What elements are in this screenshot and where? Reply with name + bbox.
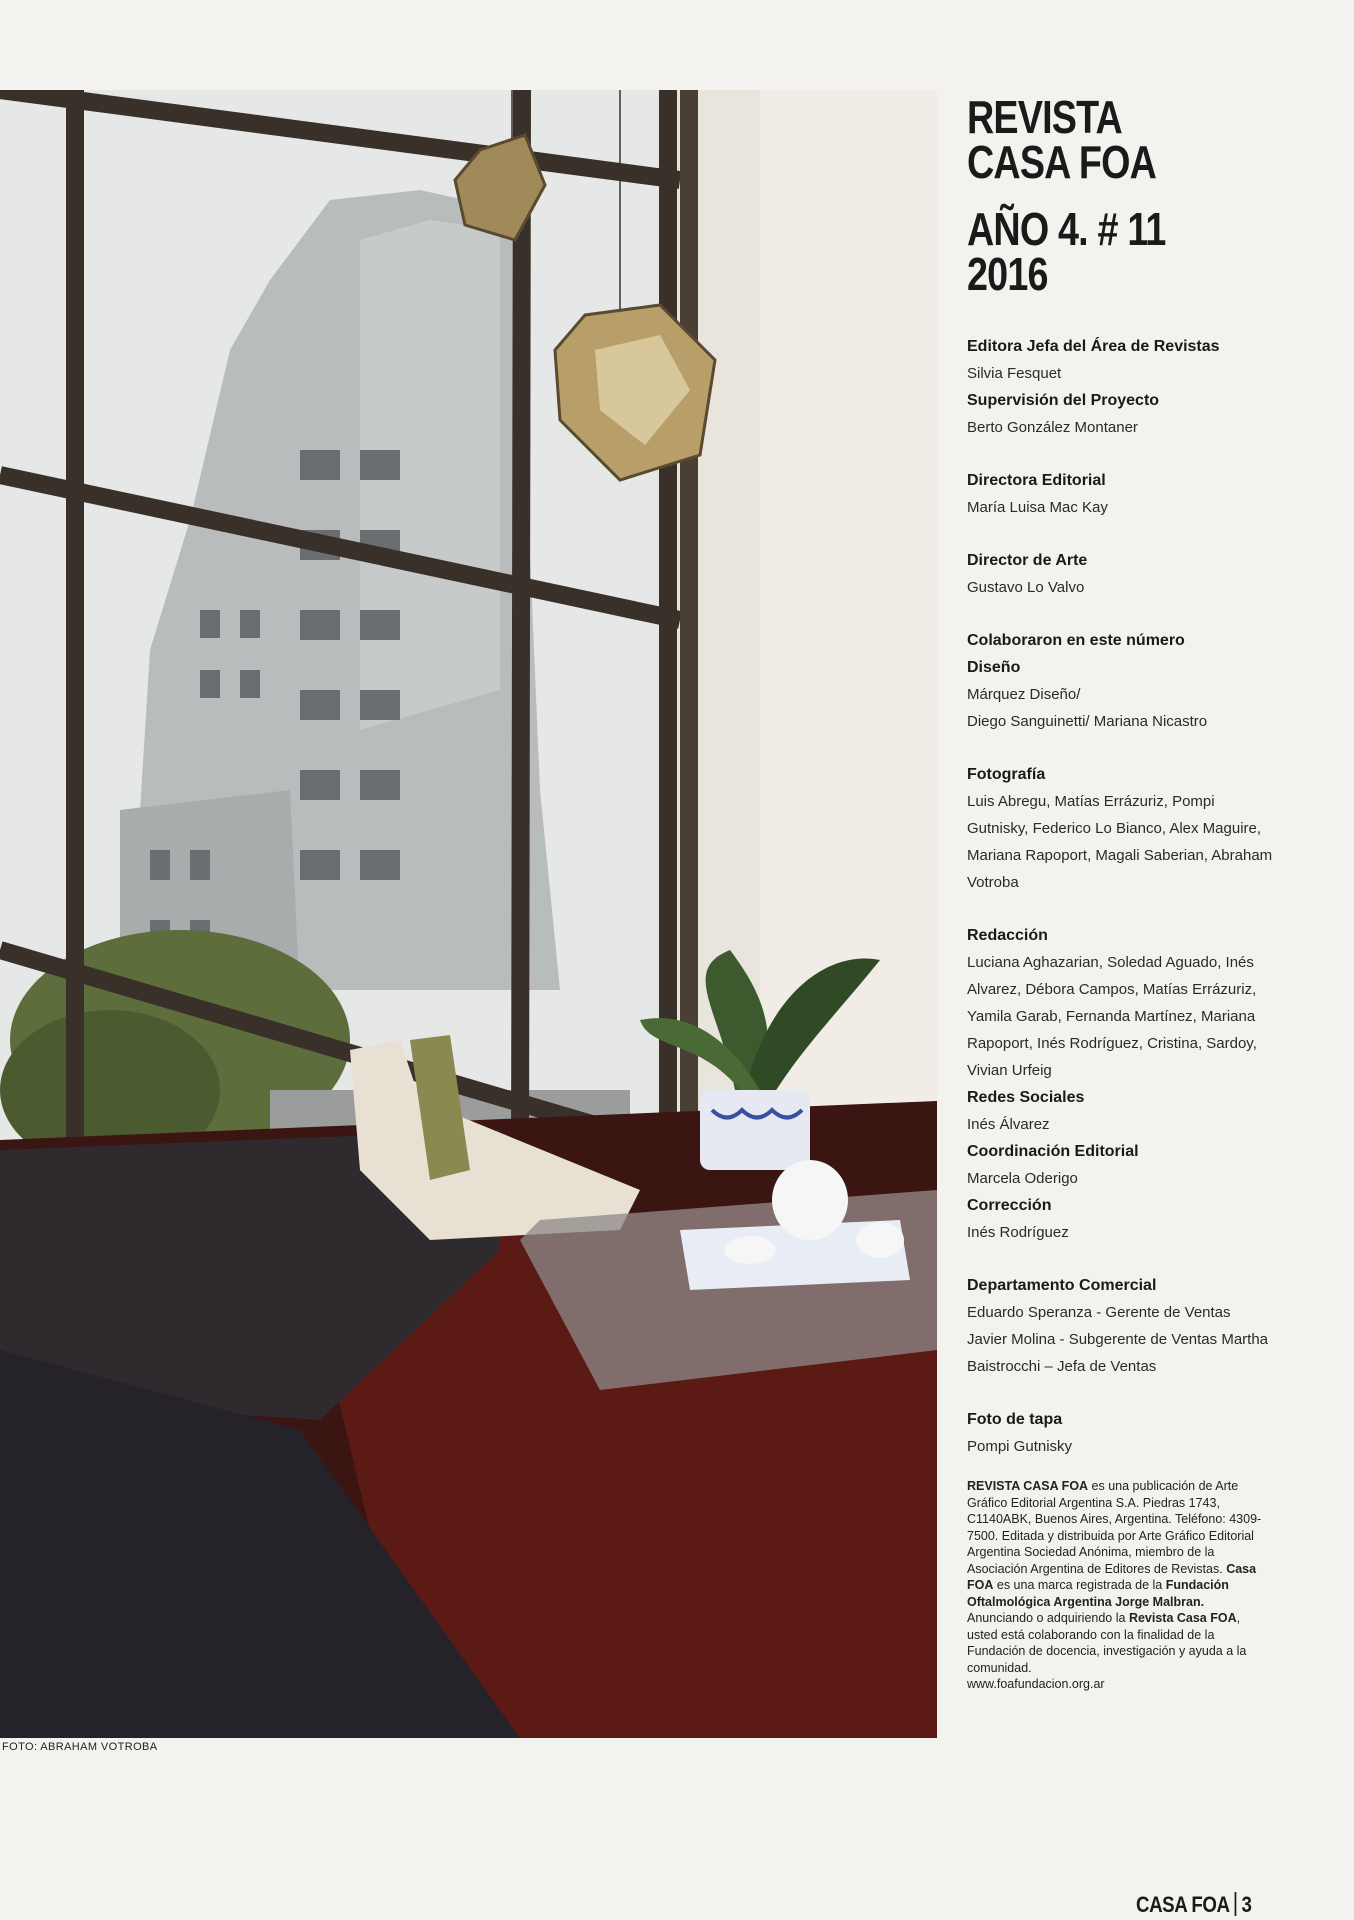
masthead-column (967, 91, 1332, 1693)
website-link[interactable]: www.foafundacion.org.ar (967, 1677, 1105, 1691)
staff-role: Departamento Comercial (967, 1277, 1157, 1294)
staff-role: Colaboraron en este número (967, 632, 1185, 649)
staff-role: Coordinación Editorial (967, 1143, 1139, 1160)
staff-name: Silvia Fesquet (967, 365, 1062, 382)
staff-name: Alvarez, Débora Campos, Matías Errázuriz, (967, 981, 1257, 998)
staff-name: Mariana Rapoport, Magali Saberian, Abraham (967, 847, 1273, 864)
masthead-title (967, 91, 1332, 188)
staff-role: Editora Jefa del Área de Revistas (967, 338, 1220, 355)
staff-role: Foto de tapa (967, 1411, 1063, 1428)
legal-brand-2: Casa FOA (967, 1561, 1257, 1592)
staff-name: Berto González Montaner (967, 419, 1138, 436)
issue-info (967, 203, 1332, 300)
staff-credits (967, 333, 1332, 1460)
issue-line-2: 2016 (967, 248, 1048, 300)
page-footer (1136, 1892, 1251, 1918)
staff-name: Luis Abregu, Matías Errázuriz, Pompi (967, 793, 1215, 810)
staff-role: Supervisión del Proyecto (967, 392, 1160, 409)
staff-name: Diego Sanguinetti/ Mariana Nicastro (967, 713, 1208, 730)
legal-foundation: Fundación Oftalmológica Argentina Jorge Malbran. (967, 1578, 1229, 1609)
page-number: 3 (1241, 1892, 1252, 1917)
interior-photo (0, 90, 937, 1738)
legal-notice (967, 1478, 1267, 1693)
staff-name: Márquez Diseño/ (967, 686, 1081, 703)
issue-line-1: AÑO 4. # 11 (967, 203, 1166, 255)
photo-credit: FOTO: ABRAHAM VOTROBA (2, 1741, 158, 1753)
staff-name: Gustavo Lo Valvo (967, 579, 1085, 596)
staff-name: Marcela Oderigo (967, 1170, 1078, 1187)
staff-name: Vivian Urfeig (967, 1062, 1052, 1079)
legal-brand-1: REVISTA CASA FOA (967, 1479, 1089, 1493)
staff-name: Yamila Garab, Fernanda Martínez, Mariana (967, 1008, 1256, 1025)
staff-name: Inés Rodríguez (967, 1224, 1069, 1241)
staff-role: Redacción (967, 927, 1048, 944)
staff-name: Baistrocchi – Jefa de Ventas (967, 1358, 1157, 1375)
legal-text-4: , usted está colaborando con la finalidad de la Fundación de docencia, investigación y ayuda a la comunidad. (967, 1611, 1247, 1675)
footer-brand: CASA FOA (1136, 1892, 1230, 1917)
staff-name: Pompi Gutnisky (967, 1438, 1073, 1455)
title-line-1: REVISTA (967, 91, 1122, 143)
staff-role: Directora Editorial (967, 472, 1106, 489)
staff-name: Votroba (967, 874, 1019, 891)
staff-name: Luciana Aghazarian, Soledad Aguado, Inés (967, 954, 1254, 971)
staff-role: Diseño (967, 659, 1021, 676)
staff-role: Corrección (967, 1197, 1052, 1214)
legal-text-3: Anunciando o adquiriendo la (967, 1611, 1129, 1625)
staff-name: Javier Molina - Subgerente de Ventas Martha (967, 1331, 1269, 1348)
staff-role: Redes Sociales (967, 1089, 1085, 1106)
staff-role: Director de Arte (967, 552, 1088, 569)
legal-text-2: es una marca registrada de la (993, 1578, 1166, 1592)
staff-name: Inés Álvarez (967, 1116, 1050, 1133)
staff-role: Fotografía (967, 766, 1046, 783)
staff-name: Eduardo Speranza - Gerente de Ventas (967, 1304, 1231, 1321)
title-line-2: CASA FOA (967, 136, 1157, 188)
staff-name: Gutnisky, Federico Lo Bianco, Alex Maguire, (967, 820, 1262, 837)
staff-name: María Luisa Mac Kay (967, 499, 1108, 516)
legal-brand-3: Revista Casa FOA (1128, 1611, 1237, 1625)
legal-text-1: es una publicación de Arte Gráfico Editorial Argentina S.A. Piedras 1743, C1140ABK, Buenos Aires, Argentina. Teléfono: 4309-7500. Editada y distribuida por Arte Gráfico Editorial Argentina Sociedad Anónima, miembro de la Asociación Argentina de Editores de Revistas. (967, 1479, 1262, 1576)
staff-name: Rapoport, Inés Rodríguez, Cristina, Sardoy, (967, 1035, 1257, 1052)
footer-divider (1235, 1892, 1237, 1916)
